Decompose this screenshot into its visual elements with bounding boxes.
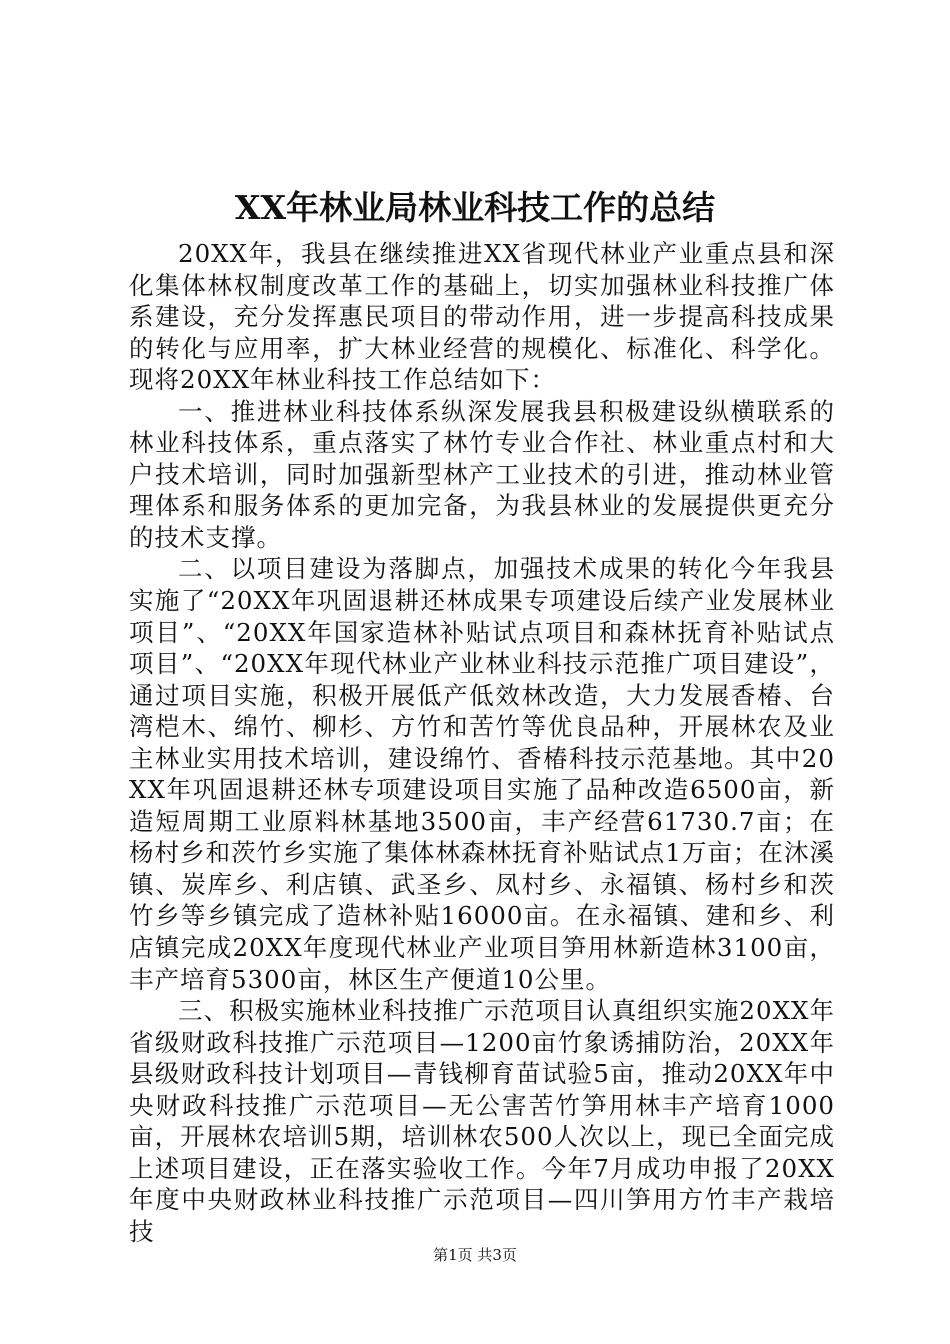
document-body bbox=[129, 238, 835, 1248]
paragraph-section-3: 三、积极实施林业科技推广示范项目认真组织实施20XX年省级财政科技推广示范项目—1200亩竹象诱捕防治，20XX年县级财政科技计划项目—青钱柳育苗试验5亩，推动20XX年中央财政科技推广示范项目—无公害苦竹笋用林丰产培育1000亩，开展林农培训5期，培训林农500人次以上，现已全面完成上述项目建设，正在落实验收工作。今年7月成功申报了20XX年度中央财政林业科技推广示范项目—四川笋用方竹丰产栽培技 bbox=[129, 996, 835, 1246]
page-footer: 第1页 共3页 bbox=[433, 1246, 517, 1264]
paragraph-section-2: 二、以项目建设为落脚点，加强技术成果的转化今年我县实施了“20XX年巩固退耕还林成果专项建设后续产业发展林业项目”、“20XX年国家造林补贴试点项目和森林抚育补贴试点项目”、“20XX年现代林业产业林业科技示范推广项目建设”，通过项目实施，积极开展低产低效林改造，大力发展香椿、台湾桤木、绵竹、柳杉、方竹和苦竹等优良品种，开展林农及业主林业实用技术培训，建设绵竹、香椿科技示范基地。其中20XX年巩固退耕还林专项建设项目实施了品种改造6500亩，新造短周期工业原料林基地3500亩，丰产经营61730.7亩；在杨村乡和茨竹乡实施了集体林森林抚育补贴试点1万亩；在沐溪镇、炭库乡、利店镇、武圣乡、凤村乡、永福镇、杨村乡和茨竹乡等乡镇完成了造林补贴16000亩。在永福镇、建和乡、利店镇完成20XX年度现代林业产业项目笋用林新造林3100亩，丰产培育5300亩，林区生产便道10公里。 bbox=[129, 554, 835, 994]
paragraph-intro: 20XX年，我县在继续推进XX省现代林业产业重点县和深化集体林权制度改革工作的基础上，切实加强林业科技推广体系建设，充分发挥惠民项目的带动作用，进一步提高科技成果的转化与应用率，扩大林业经营的规模化、标准化、科学化。现将20XX年林业科技工作总结如下： bbox=[129, 239, 835, 395]
paragraph-section-1: 一、推进林业科技体系纵深发展我县积极建设纵横联系的林业科技体系，重点落实了林竹专业合作社、林业重点村和大户技术培训，同时加强新型林产工业技术的引进，推动林业管理体系和服务体系的更加完备，为我县林业的发展提供更充分的技术支撑。 bbox=[129, 396, 835, 552]
document-title: XX年林业局林业科技工作的总结 bbox=[234, 188, 716, 227]
